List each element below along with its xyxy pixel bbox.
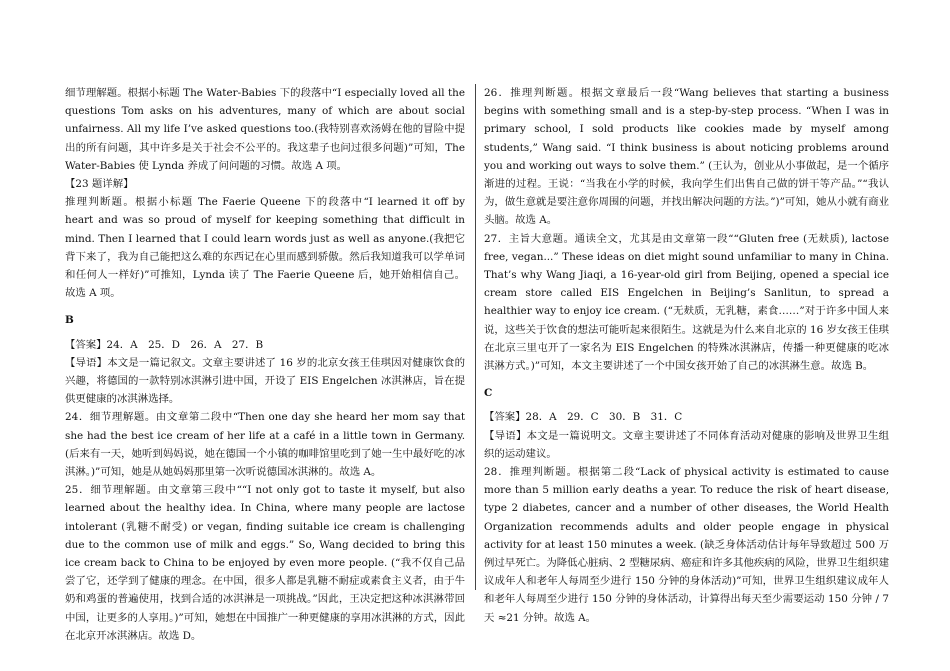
column-divider (475, 84, 476, 590)
paragraph: 25．细节理解题。由文章第三段中““I not only got to taste it myself, but also learned about the healthy idea. In China, where many people are lactose intolerant (乳糖不耐受) or vegan, finding suitable ice cream is challenging due to the common use of milk and eggs.” So, Wang decided to bring this ice cream back to China to be enjoyed by even more people. (“我不仅自己品尝了它，还学到了健康的理念。在中国，很多人都是乳糖不耐症或素食主义者，由于牛奶和鸡蛋的普遍使用，找到合适的冰淇淋是一项挑战。”因此，王决定把这种冰淇淋带回中国，让更多的人享用。)”可知，她想在中国推广一种更健康的享用冰淇淋的方式，因此在北京开冰淇淋店。故选 D。 (65, 484, 465, 642)
paragraph: 26．推理判断题。根据文章最后一段“Wang believes that starting a business begins with something small and is a step-by-step process. “When I was in primary school, I sold products like cookies made by myself among students,” Wang said. “I think business is about noticing problems around you and working out ways to solve them.” (王认为，创业从小事做起，是一个循序渐进的过程。王说：“当我在小学的时候，我向学生们出售自己做的饼干等产品。”“我认为，做生意就是要注意你周围的问题，并找出解决问题的方法。”)”可知，她从小就有商业头脑。故选 A。 (484, 87, 889, 227)
section-heading-b: B (65, 314, 74, 327)
question-heading: 【23 题详解】 (65, 178, 134, 191)
paragraph: 推理判断题。根据小标题 The Faerie Queene 下的段落中“I learned it off by heart and was so proud of myself for keeping something that difficult in mind. Then I learned that I could learn words just as well as anyone.(我把它背下来了，我为自己能把这么难的东西记在心里而感到骄傲。然后我知道我可以学单词和任何人一样好)”可推知，Lynda 读了 The Faerie Queene 后，她开始相信自己。故选 A 项。 (65, 196, 465, 300)
answer-line: 【答案】28．A 29．C 30．B 31．C (484, 411, 683, 424)
paragraph: 24．细节理解题。由文章第二段中“Then one day she heard her mom say that she had the best ice cream of her life at a café in a little town in Germany. (后来有一天，她听到妈妈说，她在德国一个小镇的咖啡馆里吃到了她一生中最好吃的冰淇淋。)”可知，她是从她妈妈那里第一次听说德国冰淇淋的。故选 A。 (65, 411, 465, 479)
guide-paragraph: 【导语】本文是一篇记叙文。文章主要讲述了 16 岁的北京女孩王佳琪因对健康饮食的兴趣，将德国的一款特别冰淇淋引进中国，开设了 EIS Engelchen 冰淇淋店，旨在提供更健康的冰淇淋选择。 (65, 356, 465, 406)
paragraph: 细节理解题。根据小标题 The Water-Babies 下的段落中“I especially loved all the questions Tom asks on his adventures, many of which are about social unfairness. All my life I’ve asked questions too.(我特别喜欢汤姆在他的冒险中提出的所有问题，其中许多是关于社会不公平的。我这辈子也问过很多问题)”可知，The Water-Babies 使 Lynda 养成了问问题的习惯。故选 A 项。 (65, 87, 465, 172)
answer-line: 【答案】24．A 25．D 26．A 27．B (65, 338, 264, 351)
guide-paragraph: 【导语】本文是一篇说明文。文章主要讲述了不同体育活动对健康的影响及世界卫生组织的运动建议。 (484, 429, 889, 460)
paragraph: 27．主旨大意题。通读全文，尤其是由文章第一段““Gluten free (无麸质), lactose free, vegan...” These ideas on diet might sound unfamiliar to many in China. That’s why Wang Jiaqi, a 16-year-old girl from Beijing, opened a special ice cream store called EIS Engelchen in Beijing’s Sanlitun, to spread a healthier way to enjoy ice cream. (“无麸质，无乳糖，素食……”对于许多中国人来说，这些关于饮食的想法可能听起来很陌生。这就是为什么来自北京的 16 岁女孩王佳琪在北京三里屯开了一家名为 EIS Engelchen 的特殊冰淇淋店，传播一种更健康的吃冰淇淋方式。)”可知，本文主要讲述了一个中国女孩开始了自己的冰淇淋生意。故选 B。 (484, 232, 889, 373)
paragraph: 28．推理判断题。根据第二段“Lack of physical activity is estimated to cause more than 5 million early deaths a year. To reduce the risk of heart disease, type 2 diabetes, cancer and a number of other diseases, the World Health Organization recommends adults and older people engage in physical activity for at least 150 minutes a week. (缺乏身体活动估计每年导致超过 500 万例过早死亡。为降低心脏病、2 型糖尿病、癌症和许多其他疾病的风险，世界卫生组织建议成年人和老年人每周至少进行 150 分钟的身体活动)”可知，世界卫生组织建议成年人和老年人每周至少进行 150 分钟的身体活动，计算得出每天至少需要运动 150 分钟 / 7 天 ≈21 分钟。故选 A。 (484, 466, 889, 624)
right-column (484, 84, 889, 627)
section-heading-c: C (484, 387, 493, 400)
left-column (65, 84, 465, 645)
